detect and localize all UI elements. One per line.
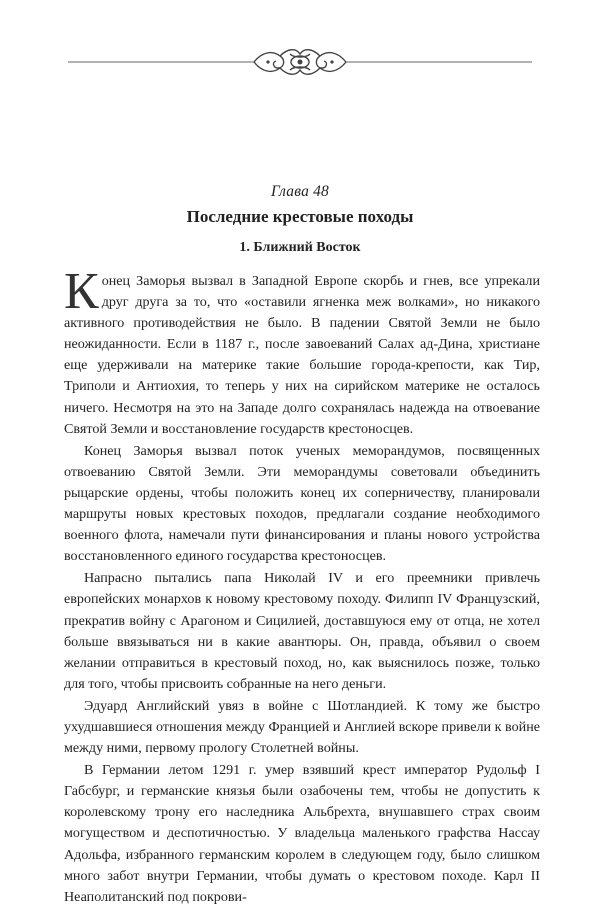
paragraph: В Германии летом 1291 г. умер взявший крест император Рудольф I Габсбург, и германские князья были озабочены тем, чтобы не допустить к королевскому трону его наследника Альбрехта, внушавшего страх своим могуществом и деспотичностью. У владельца маленького графства Нассау Адольфа, избранного германским королем в следующем году, было слишком много забот внутри Германии, чтобы думать о крестовом походе. Карл II Неаполитанский под покрови- <box>64 762 540 905</box>
drop-cap: К <box>64 263 99 320</box>
paragraph <box>64 263 540 440</box>
paragraph: Напрасно пытались папа Николай IV и его преемники привлечь европейских монархов к новому крестовому походу. Филипп IV Французский, прекратив войну с Арагоном и Сицилией, доставшуюся ему от отца, не хотел больше ввязываться ни в какие авантюры. Он, правда, объявил о своем желании отправиться в крестовый поход, но, как выяснилось позже, только для того, чтобы присвоить собранные на него деньги. <box>64 570 540 692</box>
ornamental-divider-icon <box>68 44 532 80</box>
section-title: 1. Ближний Восток <box>239 240 361 255</box>
paragraph: Конец Заморья вызвал поток ученых меморандумов, посвященных отвоеванию Святой Земли. Эти меморандумы советовали объединить рыцарские ордены, чтобы положить конец их соперничеству, планировали маршруты новых крестовых походов, предлагали создание необходимого военного флота, намечали пути финансирования и планы нового устройства восстановленного единого государства крестоносцев. <box>64 442 540 565</box>
paragraph: Эдуард Английский увяз в войне с Шотландией. К тому же быстро ухудшавшиеся отношения между Францией и Англией вскоре привели к войне между ними, первому прологу Столетней войны. <box>64 697 540 757</box>
chapter-label: Глава 48 <box>270 183 330 200</box>
text-body <box>64 263 540 908</box>
paragraph-text: онец Заморья вызвал в Западной Европе скорбь и гнев, все упрекали друг друга за то, что «оставили ягненка меж волками», но никакого активного противодействия не было. В падении Святой Земли не было неожиданности. Если в 1187 г., после завоеваний Салах ад-Дина, христиане еще удерживали на материке такие большие города-крепости, как Тир, Триполи и Антиохия, то теперь у них на сирийском материке не осталось ничего. Несмотря на это на Западе долго сохранялась надежда на отвоевание Святой Земли и восстановление государств крестоносцев. <box>64 273 540 437</box>
chapter-title: Последние крестовые походы <box>186 207 414 226</box>
